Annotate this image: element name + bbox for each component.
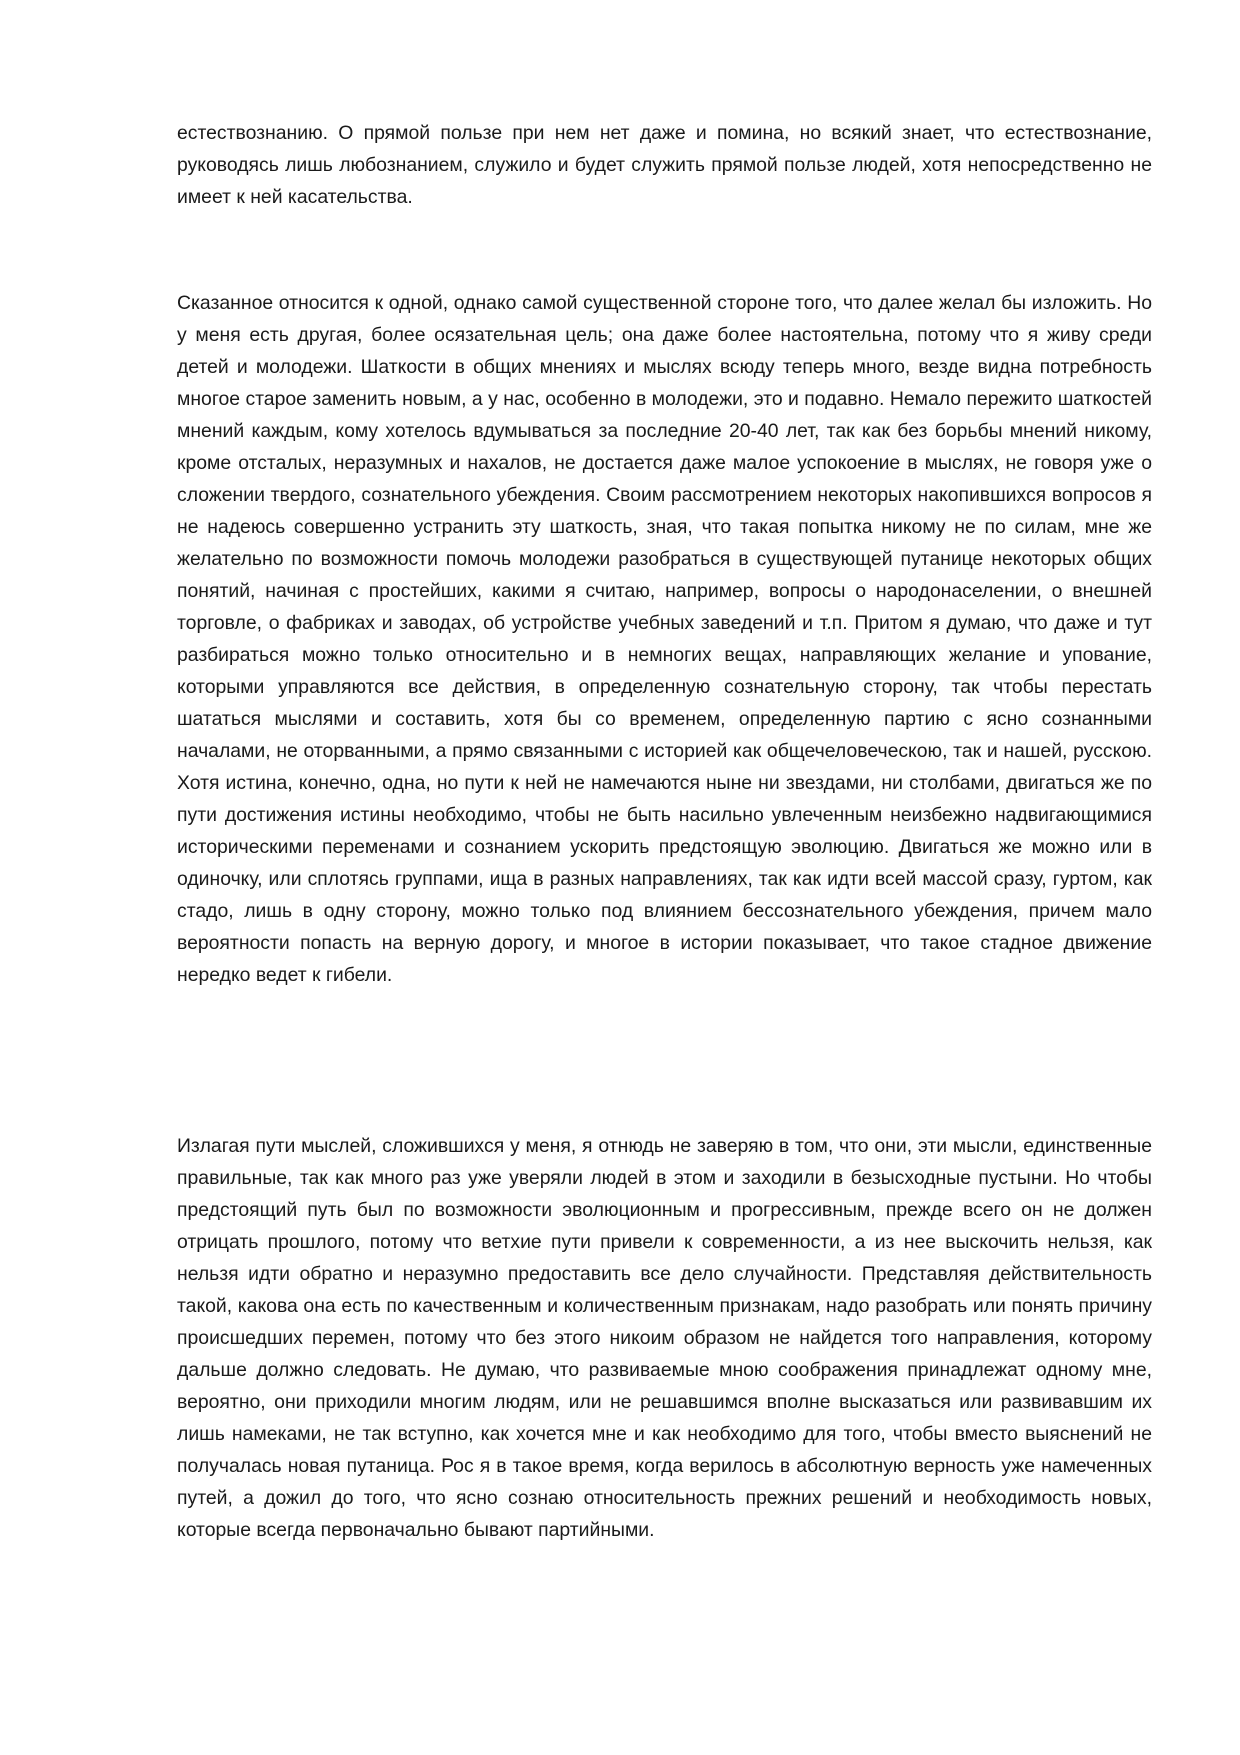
paragraph-2: Сказанное относится к одной, однако самой существенной стороне того, что далее желал бы изложить. Но у меня есть другая, более осязательная цель; она даже более настоятельна, потому что я живу среди детей и молодежи. Шаткости в общих мнениях и мыслях всюду теперь много, везде видна потребность многое старое заменить новым, а у нас, особенно в молодежи, это и подавно. Немало пережито шаткостей мнений каждым, кому хотелось вдумываться за последние 20-40 лет, так как без борьбы мнений никому, кроме отсталых, неразумных и нахалов, не достается даже малое успокоение в мыслях, не говоря уже о сложении твердого, сознательного убеждения. Своим рассмотрением некоторых накопившихся вопросов я не надеюсь совершенно устранить эту шаткость, зная, что такая попытка никому не по силам, мне же желательно по возможности помочь молодежи разобраться в существующей путанице некоторых общих понятий, начиная с простейших, какими я считаю, например, вопросы о народонаселении, о внешней торговле, о фабриках и заводах, об устройстве учебных заведений и т.п. Притом я думаю, что даже и тут разбираться можно только относительно и в немногих вещах, направляющих желание и упование, которыми управляются все действия, в определенную сознательную сторону, так чтобы перестать шататься мыслями и составить, хотя бы со временем, определенную партию с ясно сознанными началами, не оторванными, а прямо связанными с историей как общечеловеческою, так и нашей, русскою. Хотя истина, конечно, одна, но пути к ней не намечаются ныне ни звездами, ни столбами, двигаться же по пути достижения истины необходимо, чтобы не быть насильно увлеченным неизбежно надвигающимися историческими переменами и сознанием ускорить предстоящую эволюцию. Двигаться же можно или в одиночку, или сплотясь группами, ища в разных направлениях, так как идти всей массой сразу, гуртом, как стадо, лишь в одну сторону, можно только под влиянием бессознательного убеждения, причем мало вероятности попасть на верную дорогу, и многое в истории показывает, что такое стадное движение нередко ведет к гибели. bbox=[177, 292, 1152, 986]
paragraph-1: естествознанию. О прямой пользе при нем нет даже и помина, но всякий знает, что естествознание, руководясь лишь любознанием, служило и будет служить прямой пользе людей, хотя непосредственно не имеет к ней касательства. bbox=[177, 122, 1152, 208]
paragraph-3: Излагая пути мыслей, сложившихся у меня, я отнюдь не заверяю в том, что они, эти мысли, единственные правильные, так как много раз уже уверяли людей в этом и заходили в безысходные пустыни. Но чтобы предстоящий путь был по возможности эволюционным и прогрессивным, прежде всего он не должен отрицать прошлого, потому что ветхие пути привели к современности, а из нее выскочить нельзя, как нельзя идти обратно и неразумно предоставить все дело случайности. Представляя действительность такой, какова она есть по качественным и количественным признакам, надо разобрать или понять причину происшедших перемен, потому что без этого никоим образом не найдется того направления, которому дальше должно следовать. Не думаю, что развиваемые мною соображения принадлежат одному мне, вероятно, они приходили многим людям, или не решавшимся вполне высказаться или развивавшим их лишь намеками, не так вступно, как хочется мне и как необходимо для того, чтобы вместо выяснений не получалась новая путаница. Рос я в такое время, когда верилось в абсолютную верность уже намеченных путей, а дожил до того, что ясно сознаю относительность прежних решений и необходимость новых, которые всегда первоначально бывают партийными. bbox=[177, 1135, 1152, 1541]
